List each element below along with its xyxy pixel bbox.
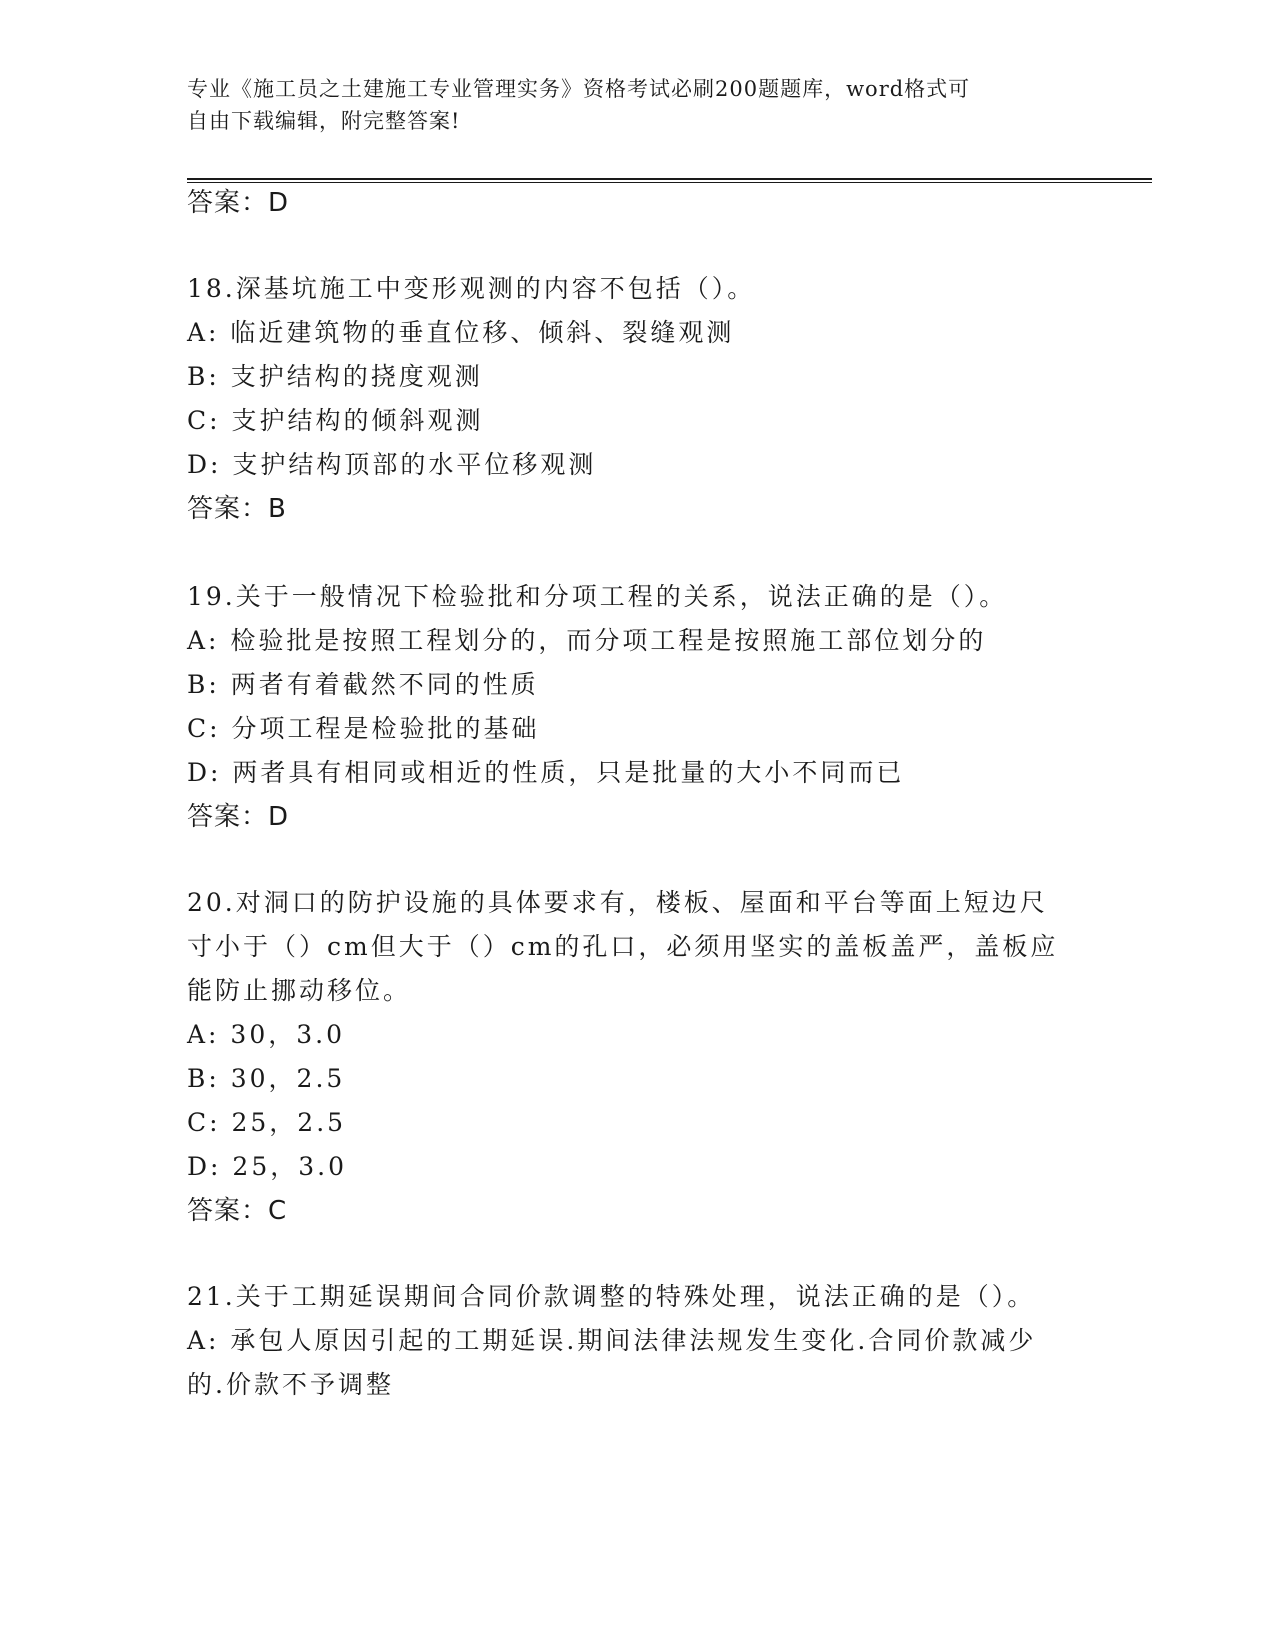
question-20-option-d: D: 25，3.0 bbox=[187, 1152, 347, 1181]
question-21-option-a-line-2: 的.价款不予调整 bbox=[187, 1370, 394, 1399]
question-20-option-b: B: 30，2.5 bbox=[187, 1064, 346, 1093]
document-header bbox=[187, 73, 1067, 137]
question-20-option-a: A: 30，3.0 bbox=[187, 1020, 345, 1049]
question-18-option-a: A: 临近建筑物的垂直位移、倾斜、裂缝观测 bbox=[187, 318, 735, 347]
question-20-stem-line-3: 能防止挪动移位。 bbox=[187, 976, 412, 1005]
header-line-2: 自由下载编辑，附完整答案! bbox=[187, 109, 461, 133]
question-18-stem: 18.深基坑施工中变形观测的内容不包括（）。 bbox=[187, 274, 756, 303]
answer-q17: 答案：D bbox=[187, 188, 290, 218]
question-18-option-c: C: 支护结构的倾斜观测 bbox=[187, 406, 484, 435]
answer-q18: 答案：B bbox=[187, 494, 287, 524]
question-19-option-d: D: 两者具有相同或相近的性质，只是批量的大小不同而已 bbox=[187, 758, 905, 787]
question-20-option-c: C: 25，2.5 bbox=[187, 1108, 347, 1137]
answer-q19: 答案：D bbox=[187, 802, 290, 832]
header-divider bbox=[187, 178, 1152, 183]
question-21-option-a-line-1: A: 承包人原因引起的工期延误.期间法律法规发生变化.合同价款减少 bbox=[187, 1326, 1037, 1355]
question-18-option-d: D: 支护结构顶部的水平位移观测 bbox=[187, 450, 597, 479]
question-21-stem: 21.关于工期延误期间合同价款调整的特殊处理，说法正确的是（）。 bbox=[187, 1282, 1036, 1311]
answer-q20: 答案：C bbox=[187, 1196, 288, 1226]
question-19-stem: 19.关于一般情况下检验批和分项工程的关系，说法正确的是（）。 bbox=[187, 582, 1008, 611]
question-19-option-b: B: 两者有着截然不同的性质 bbox=[187, 670, 539, 699]
question-20-stem-line-2: 寸小于（）cm但大于（）cm的孔口，必须用坚实的盖板盖严，盖板应 bbox=[187, 932, 1059, 961]
question-20-stem-line-1: 20.对洞口的防护设施的具体要求有，楼板、屋面和平台等面上短边尺 bbox=[187, 888, 1048, 917]
header-line-1: 专业《施工员之土建施工专业管理实务》资格考试必刷200题题库，word格式可 bbox=[187, 77, 971, 101]
question-19-option-a: A: 检验批是按照工程划分的，而分项工程是按照施工部位划分的 bbox=[187, 626, 987, 655]
question-19-option-c: C: 分项工程是检验批的基础 bbox=[187, 714, 540, 743]
question-18-option-b: B: 支护结构的挠度观测 bbox=[187, 362, 483, 391]
